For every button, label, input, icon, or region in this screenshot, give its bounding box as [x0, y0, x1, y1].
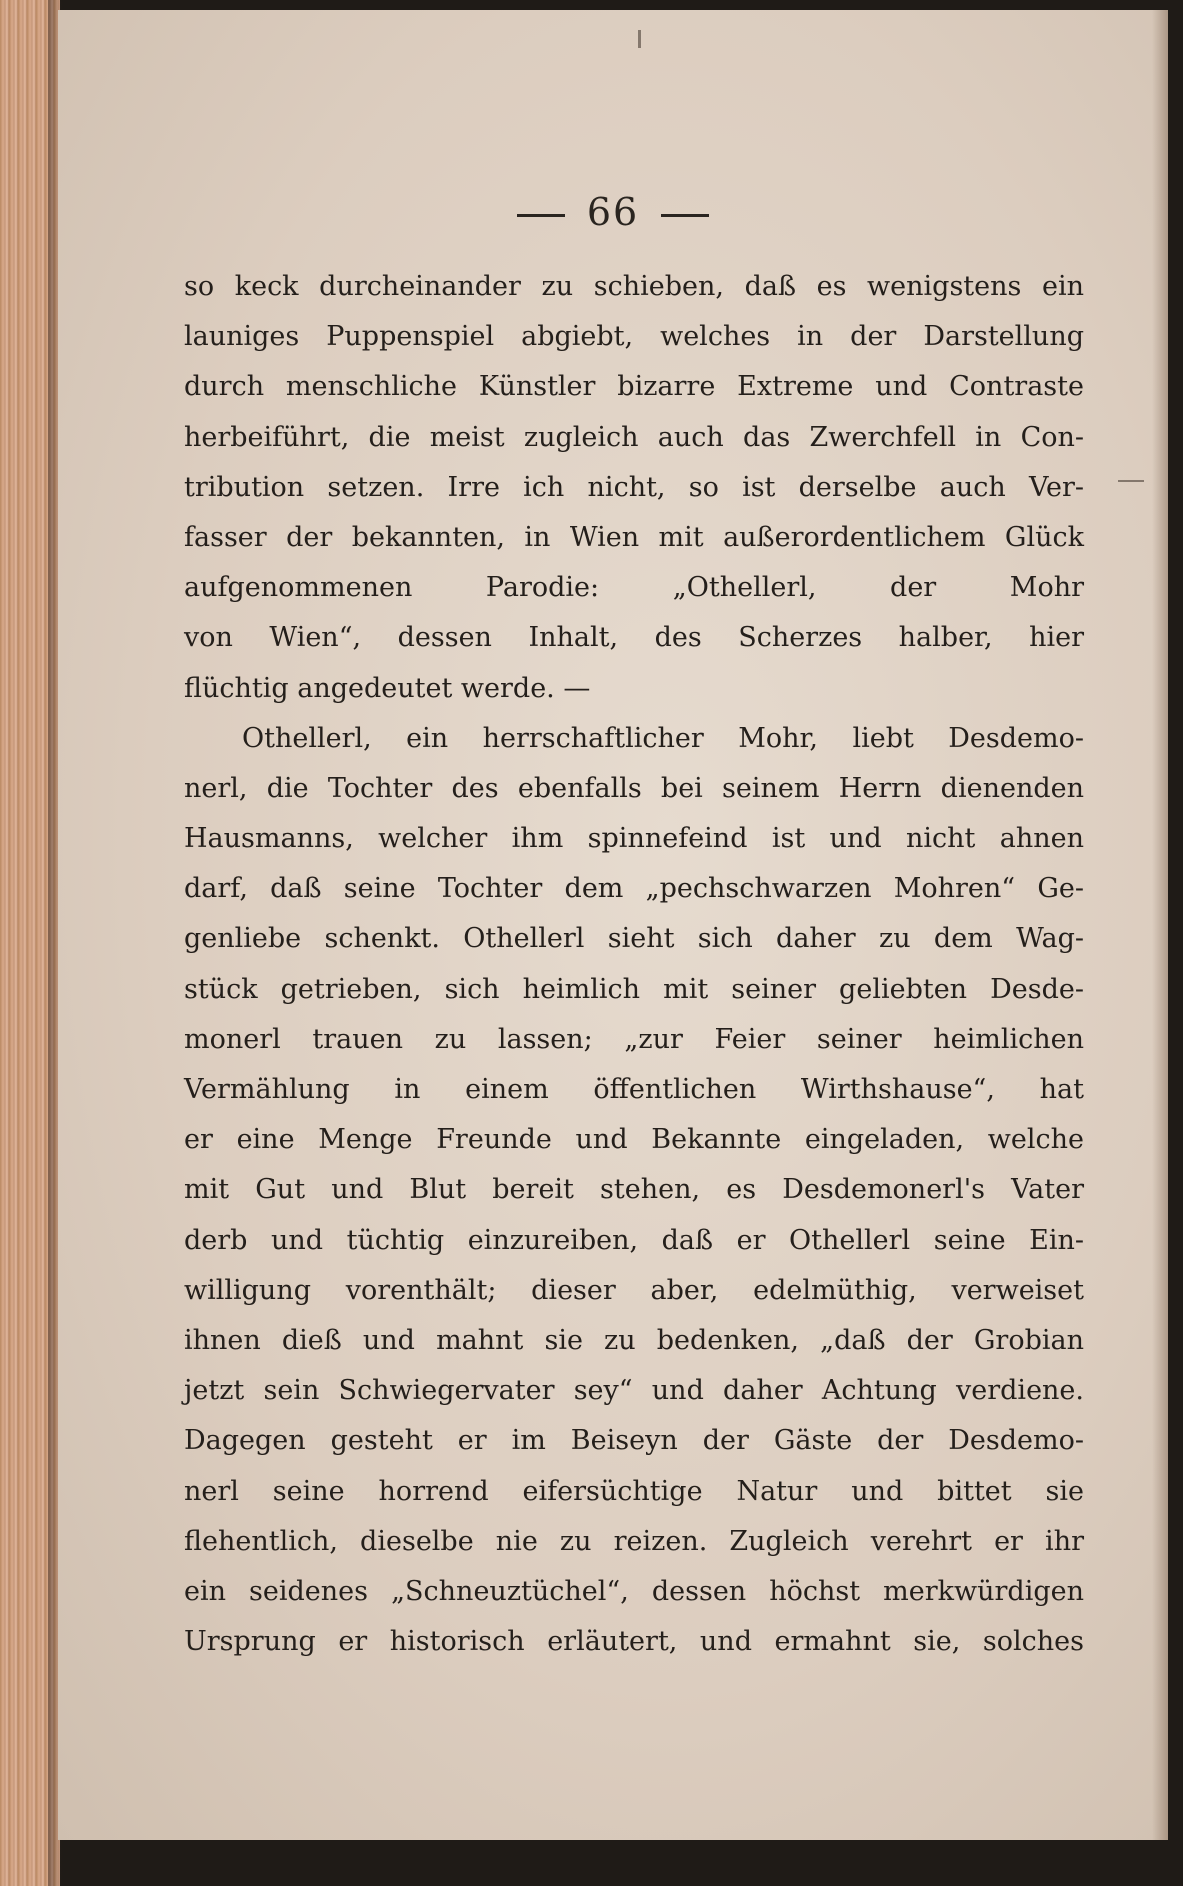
text-line: ihnen dieß und mahnt sie zu bedenken, „daß der Grobian	[184, 1324, 1084, 1356]
text-line: derb und tüchtig einzureiben, daß er Othellerl seine Ein-	[184, 1224, 1084, 1256]
text-line: er eine Menge Freunde und Bekannte eingeladen, welche	[184, 1124, 1084, 1156]
text-line: durch menschliche Künstler bizarre Extreme und Contraste	[184, 371, 1084, 403]
text-line: aufgenommenen Parodie: „Othellerl, der Mohr	[184, 572, 1084, 604]
page-number: 66	[586, 190, 640, 234]
text-line: Hausmanns, welcher ihm spinnefeind ist und nicht ahnen	[184, 823, 1084, 855]
page-edge-shadow	[1152, 10, 1168, 1840]
page-header	[58, 190, 1168, 234]
text-line: von Wien“, dessen Inhalt, des Scherzes halber, hier	[184, 622, 1084, 654]
body-text	[184, 262, 1084, 1667]
text-line: darf, daß seine Tochter dem „pechschwarzen Mohren“ Ge-	[184, 873, 1084, 905]
text-line: ein seidenes „Schneuztüchel“, dessen höchst merkwürdigen	[184, 1575, 1084, 1607]
text-line: genliebe schenkt. Othellerl sieht sich daher zu dem Wag-	[184, 923, 1084, 955]
text-line: Ursprung er historisch erläutert, und ermahnt sie, solches	[184, 1626, 1084, 1658]
ink-mark	[638, 30, 641, 48]
ink-mark	[1118, 480, 1144, 482]
text-line: tribution setzen. Irre ich nicht, so ist derselbe auch Ver-	[184, 471, 1084, 503]
text-line: Vermählung in einem öffentlichen Wirthshause“, hat	[184, 1074, 1084, 1105]
text-line: Dagegen gesteht er im Beiseyn der Gäste der Desdemo-	[184, 1425, 1084, 1457]
text-line: nerl, die Tochter des ebenfalls bei seinem Herrn dienenden	[184, 772, 1084, 804]
text-line: so keck durcheinander zu schieben, daß es wenigstens ein	[184, 271, 1084, 302]
text-line: herbeiführt, die meist zugleich auch das Zwerchfell in Con-	[184, 421, 1084, 453]
text-line: mit Gut und Blut bereit stehen, es Desdemonerl's Vater	[184, 1174, 1084, 1206]
text-line: jetzt sein Schwiegervater sey“ und daher Achtung verdiene.	[184, 1375, 1084, 1407]
text-line: willigung vorenthält; dieser aber, edelmüthig, verweiset	[184, 1274, 1084, 1306]
text-line: launiges Puppenspiel abgiebt, welches in der Darstellung	[184, 321, 1084, 353]
text-line: stück getrieben, sich heimlich mit seiner geliebten Desde-	[184, 973, 1084, 1005]
text-line: nerl seine horrend eifersüchtige Natur und bittet sie	[184, 1475, 1084, 1507]
text-line: fasser der bekannten, in Wien mit außerordentlichem Glück	[184, 521, 1084, 553]
header-dash-right	[661, 214, 709, 217]
text-line: monerl trauen zu lassen; „zur Feier seiner heimlichen	[184, 1023, 1084, 1055]
text-line: flüchtig angedeutet werde. —	[184, 672, 591, 704]
text-line: flehentlich, dieselbe nie zu reizen. Zugleich verehrt er ihr	[184, 1525, 1084, 1557]
text-line: Othellerl, ein herrschaftlicher Mohr, liebt Desdemo-	[242, 722, 1084, 754]
header-dash-left	[517, 214, 565, 217]
